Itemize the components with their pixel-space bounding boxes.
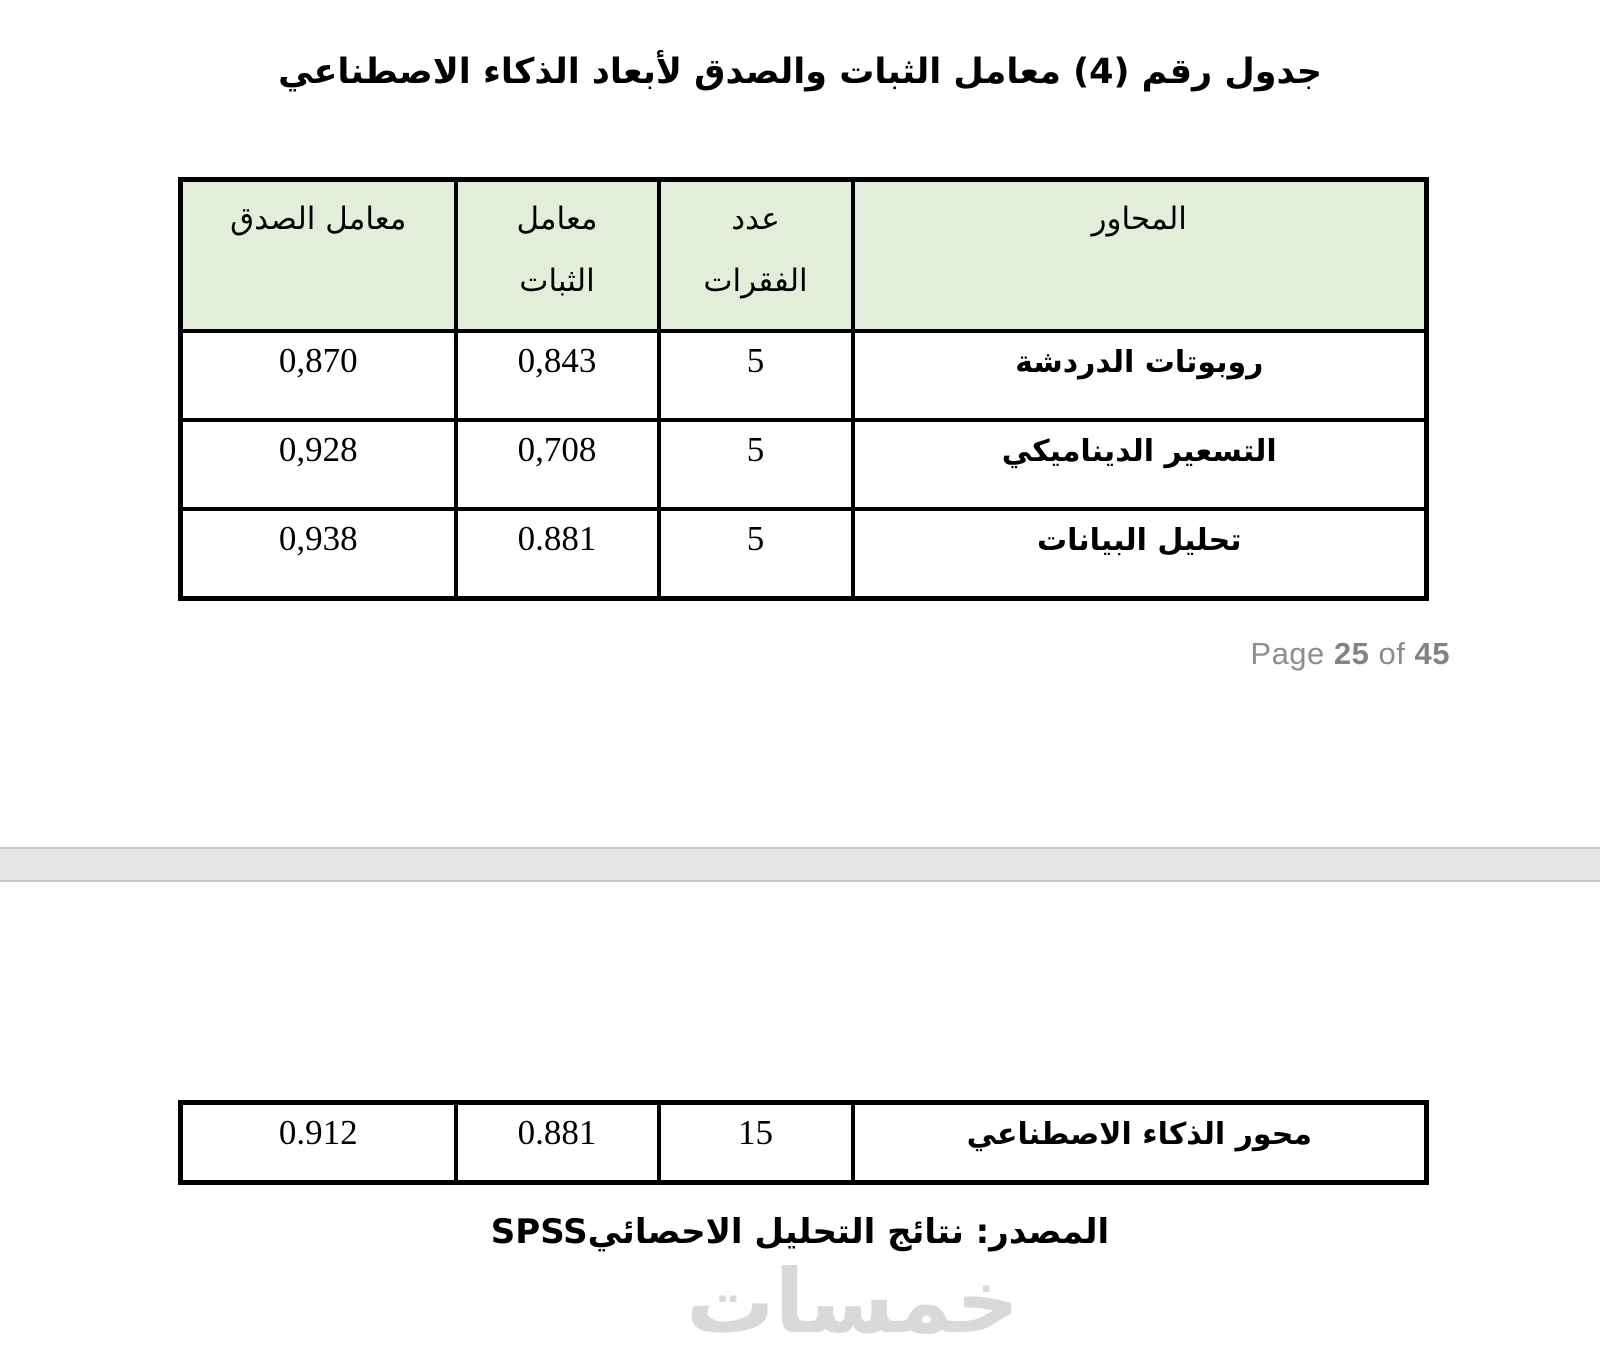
cell-validity: 0,938 <box>181 509 456 599</box>
cell-reliability: 0.881 <box>456 509 659 599</box>
cell-reliability: 0,843 <box>456 331 659 420</box>
cell-items-count: 15 <box>659 1103 853 1183</box>
header-line: المحاور <box>1091 201 1187 237</box>
header-line: الفقرات <box>703 263 808 299</box>
reliability-validity-table <box>178 177 1429 601</box>
cell-axis: روبوتات الدردشة <box>853 331 1427 420</box>
col-header-items-count <box>659 180 853 332</box>
page-indicator <box>1250 636 1450 672</box>
cell-items-count: 5 <box>659 331 853 420</box>
page-indicator-current: 25 <box>1333 636 1370 671</box>
cell-axis: تحليل البيانات <box>853 509 1427 599</box>
table-caption: جدول رقم (4) معامل الثبات والصدق لأبعاد الذكاء الاصطناعي <box>278 52 1322 92</box>
col-header-axes <box>853 180 1427 332</box>
header-row <box>181 180 1427 332</box>
cell-validity: 0,870 <box>181 331 456 420</box>
header-line: الثبات <box>519 263 595 299</box>
cell-reliability: 0.881 <box>456 1103 659 1183</box>
cell-items-count: 5 <box>659 420 853 509</box>
cell-axis: التسعير الديناميكي <box>853 420 1427 509</box>
table-row <box>181 331 1427 420</box>
source-note: المصدر: نتائج التحليل الاحصائيSPSS <box>490 1212 1110 1252</box>
header-line: معامل <box>516 201 598 237</box>
table-row <box>181 509 1427 599</box>
page-indicator-middle: of <box>1378 636 1406 671</box>
khamsat-watermark: خمسات <box>686 1250 1020 1353</box>
col-header-validity <box>181 180 456 332</box>
cell-reliability: 0,708 <box>456 420 659 509</box>
table-row <box>181 420 1427 509</box>
cell-axis: محور الذكاء الاصطناعي <box>853 1103 1427 1183</box>
cell-items-count: 5 <box>659 509 853 599</box>
cell-validity: 0.912 <box>181 1103 456 1183</box>
header-line: معامل الصدق <box>230 201 407 237</box>
overall-axis-table <box>178 1100 1429 1185</box>
table-row-total <box>181 1103 1427 1183</box>
page-indicator-prefix: Page <box>1250 636 1325 671</box>
cell-validity: 0,928 <box>181 420 456 509</box>
page-indicator-total: 45 <box>1414 636 1450 671</box>
col-header-reliability <box>456 180 659 332</box>
page-break-separator <box>0 847 1600 882</box>
header-line: عدد <box>731 201 780 237</box>
